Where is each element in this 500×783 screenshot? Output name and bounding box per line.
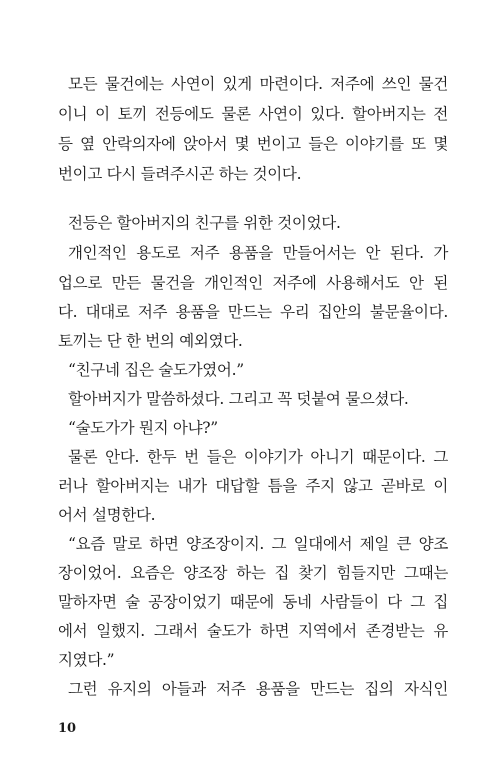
text-line: 지였다.” [58,651,115,669]
text-line: 등 옆 안락의자에 앉아서 몇 번이고 들은 이야기를 또 몇 [58,135,448,153]
text-line: 개인적인 용도로 저주 용품을 만들어서는 안 된다. 가 [68,244,448,262]
text-line: “요즘 말로 하면 양조장이지. 그 일대에서 제일 큰 양조 [68,535,448,553]
text-line: 전등은 할아버지의 친구를 위한 것이었다. [68,214,341,232]
text-line: 에서 일했지. 그래서 술도가 하면 지역에서 존경받는 유 [58,622,448,640]
text-line: 토끼는 단 한 번의 예외였다. [58,332,243,350]
text-line: 다. 대대로 저주 용품을 만드는 우리 집안의 불문율이다. [58,303,448,321]
text-line: 어서 설명한다. [58,506,156,524]
text-line: 그런 유지의 아들과 저주 용품을 만드는 집의 자식인 [68,680,448,698]
text-line: “술도가가 뭔지 아냐?” [68,419,218,437]
text-line: 할아버지가 말씀하셨다. 그리고 꼭 덧붙여 물으셨다. [68,390,409,408]
page-number: 10 [58,721,77,736]
text-line: “친구네 집은 술도가였어.” [68,361,244,379]
text-line: 이니 이 토끼 전등에도 물론 사연이 있다. 할아버지는 전 [58,105,448,123]
text-line: 물론 안다. 한두 번 들은 이야기가 아니기 때문이다. 그 [68,448,448,466]
text-line: 러나 할아버지는 내가 대답할 틈을 주지 않고 곧바로 이 [58,477,448,495]
text-line: 번이고 다시 들려주시곤 하는 것이다. [58,165,302,183]
text-line: 모든 물건에는 사연이 있게 마련이다. 저주에 쓰인 물건 [68,75,448,93]
text-line: 장이었어. 요즘은 양조장 하는 집 찾기 힘들지만 그때는 [58,564,448,582]
text-line: 업으로 만든 물건을 개인적인 저주에 사용해서도 안 된 [58,274,448,292]
text-line: 말하자면 술 공장이었기 때문에 동네 사람들이 다 그 집 [58,593,448,611]
